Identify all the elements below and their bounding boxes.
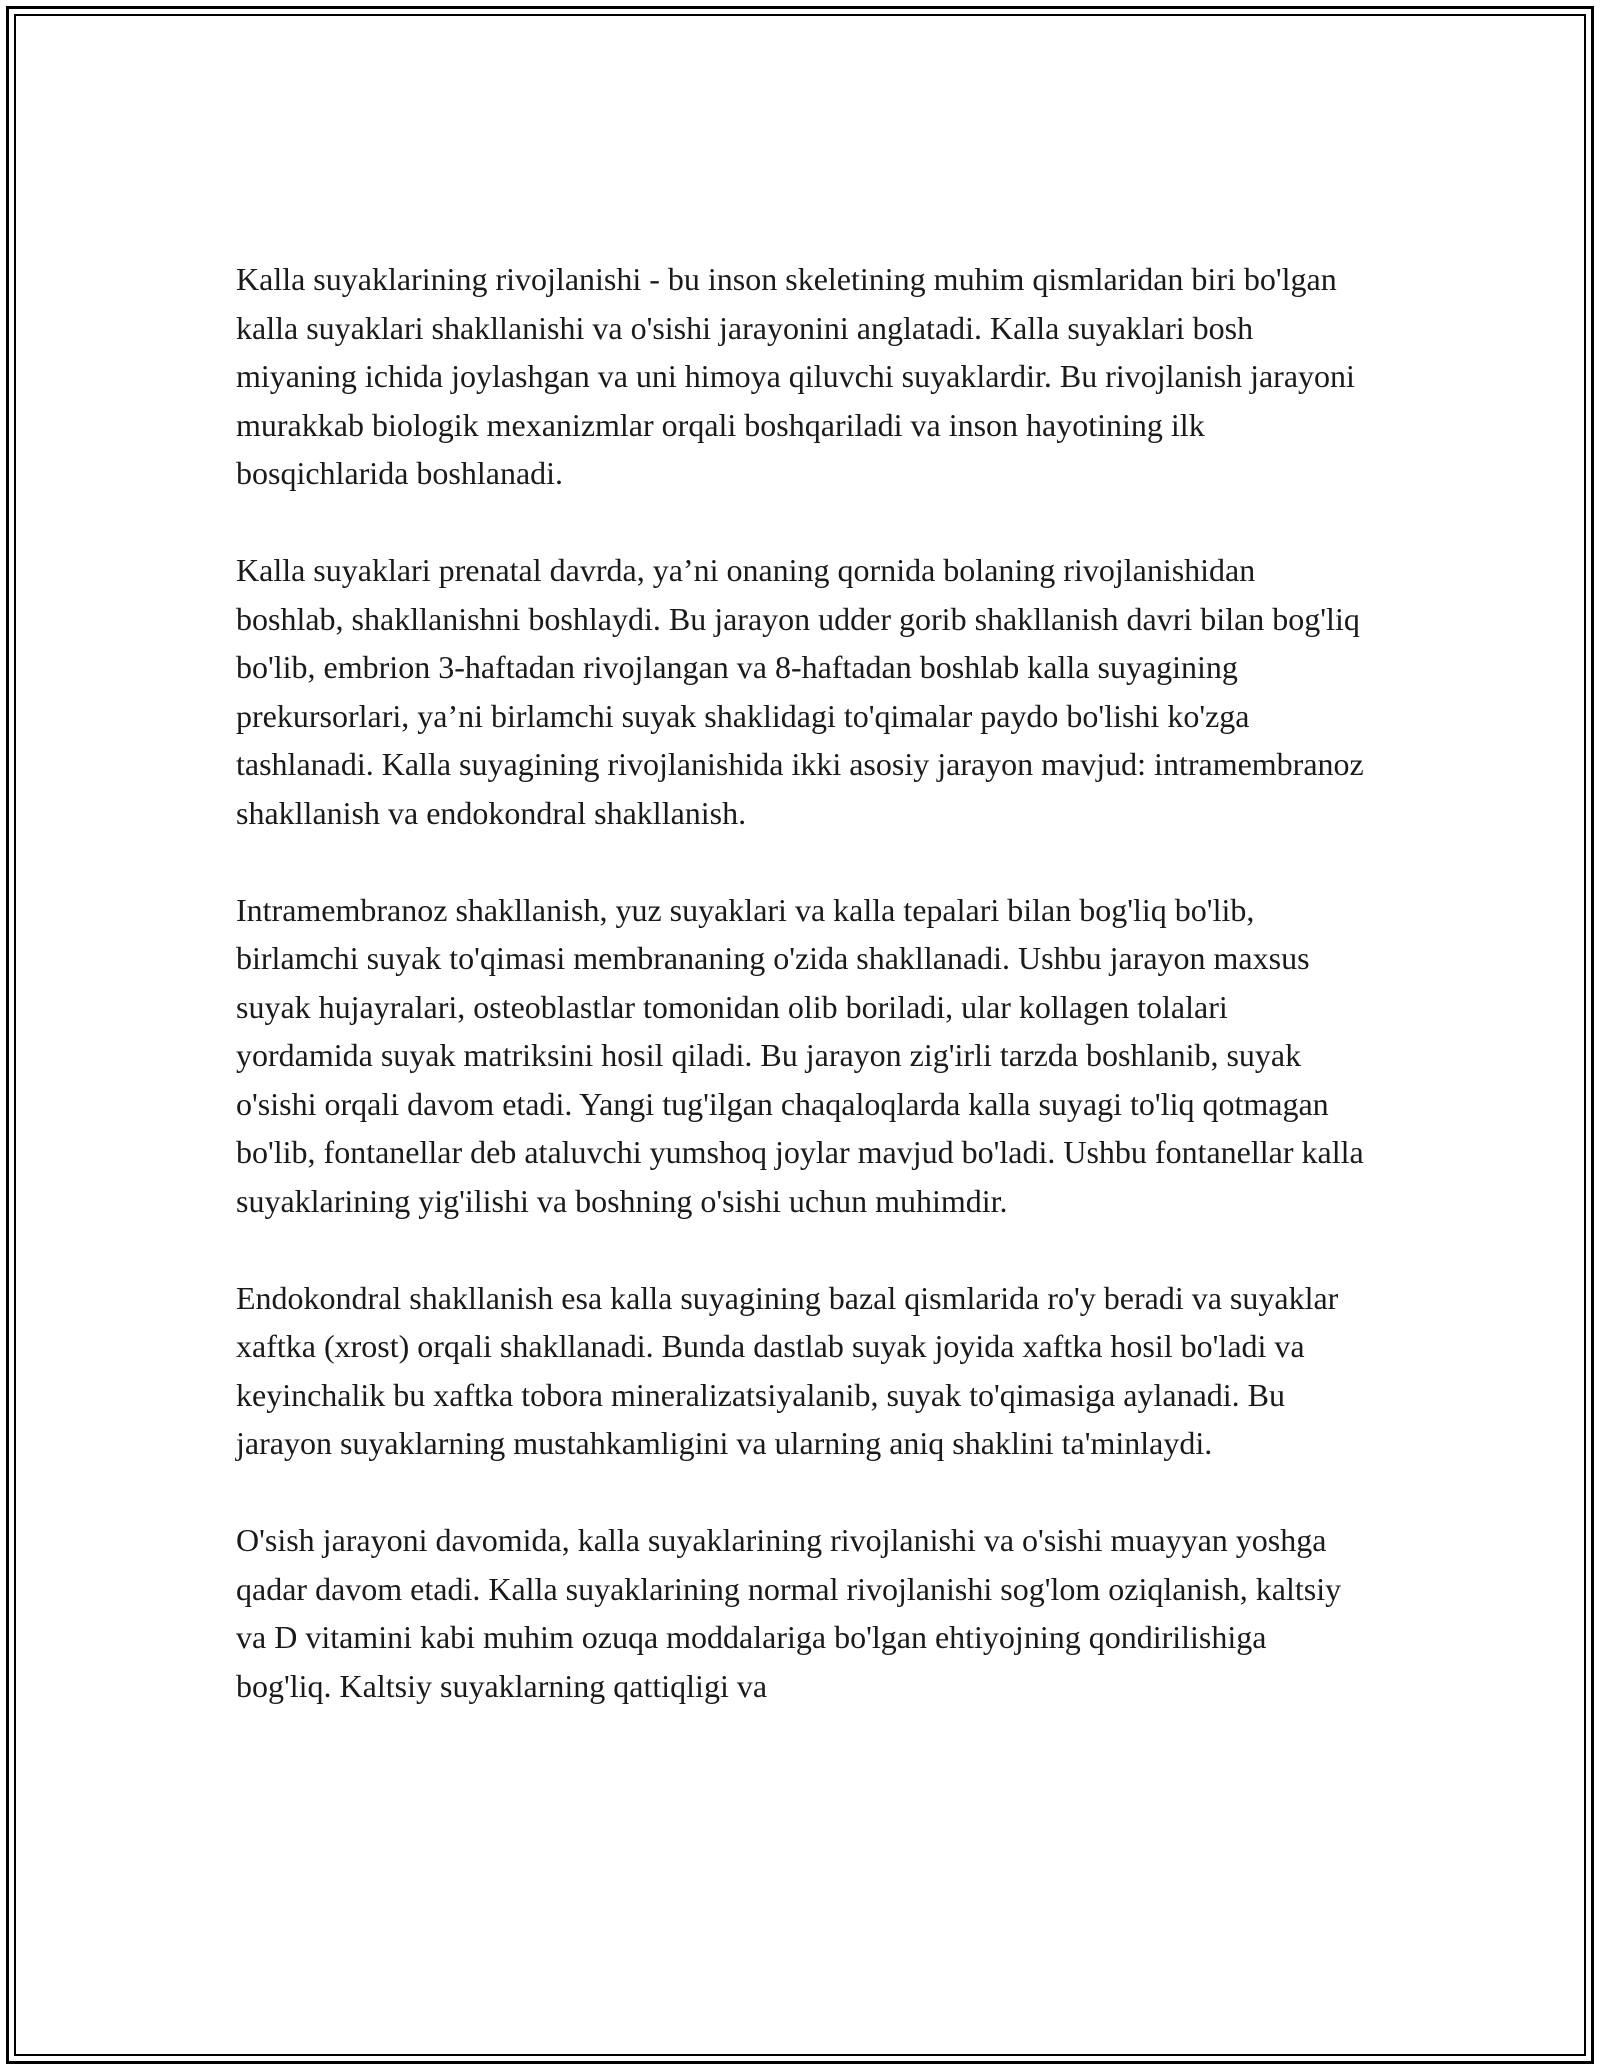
paragraph-4: Endokondral shakllanish esa kalla suyagining bazal qismlarida ro'y beradi va suyaklar xaftka (xrost) orqali shakllanadi. Bunda dastlab suyak joyida xaftka hosil bo'ladi va keyinchalik bu xaftka tobora mineralizatsiyalanib, suyak to'qimasiga aylanadi. Bu jarayon suyaklarning mustahkamligini va ularning aniq shaklini ta'minlaydi. [236,1279,1339,1461]
paragraph-3: Intramembranoz shakllanish, yuz suyaklari va kalla tepalari bilan bog'liq bo'lib, birlamchi suyak to'qimasi membrananing o'zida shakllanadi. Ushbu jarayon maxsus suyak hujayralari, osteoblastlar tomonidan olib boriladi, ular kollagen tolalari yordamida suyak matriksini hosil qiladi. Bu jarayon zig'irli tarzda boshlanib, suyak o'sishi orqali davom etadi. Yangi tug'ilgan chaqaloqlarda kalla suyagi to'liq qotmagan bo'lib, fontanellar deb ataluvchi yumshoq joylar mavjud bo'ladi. Ushbu fontanellar kalla suyaklarining yig'ilishi va boshning o'sishi uchun muhimdir. [236,891,1364,1219]
paragraph-2: Kalla suyaklari prenatal davrda, ya’ni onaning qornida bolaning rivojlanishidan boshlab, shakllanishni boshlaydi. Bu jarayon udder gorib shakllanish davri bilan bog'liq bo'lib, embrion 3-haftadan rivojlangan va 8-haftadan boshlab kalla suyagining prekursorlari, ya’ni birlamchi suyak shaklidagi to'qimalar paydo bo'lishi ko'zga tashlanadi. Kalla suyagining rivojlanishida ikki asosiy jarayon mavjud: intramembranoz shakllanish va endokondral shakllanish. [236,552,1364,831]
document-body [236,255,1366,1710]
paragraph-5: O'sish jarayoni davomida, kalla suyaklarining rivojlanishi va o'sishi muayyan yoshga qadar davom etadi. Kalla suyaklarining normal rivojlanishi sog'lom oziqlanish, kaltsiy va D vitamini kabi muhim ozuqa moddalariga bo'lgan ehtiyojning qondirilishiga bog'liq. Kaltsiy suyaklarning qattiqligi va [236,1522,1342,1704]
paragraph-1: Kalla suyaklarining rivojlanishi - bu inson skeletining muhim qismlaridan biri bo'lgan kalla suyaklari shakllanishi va o'sishi jarayonini anglatadi. Kalla suyaklari bosh miyaning ichida joylashgan va uni himoya qiluvchi suyaklardir. Bu rivojlanish jarayoni murakkab biologik mexanizmlar orqali boshqariladi va inson hayotining ilk bosqichlarida boshlanadi. [236,261,1355,491]
